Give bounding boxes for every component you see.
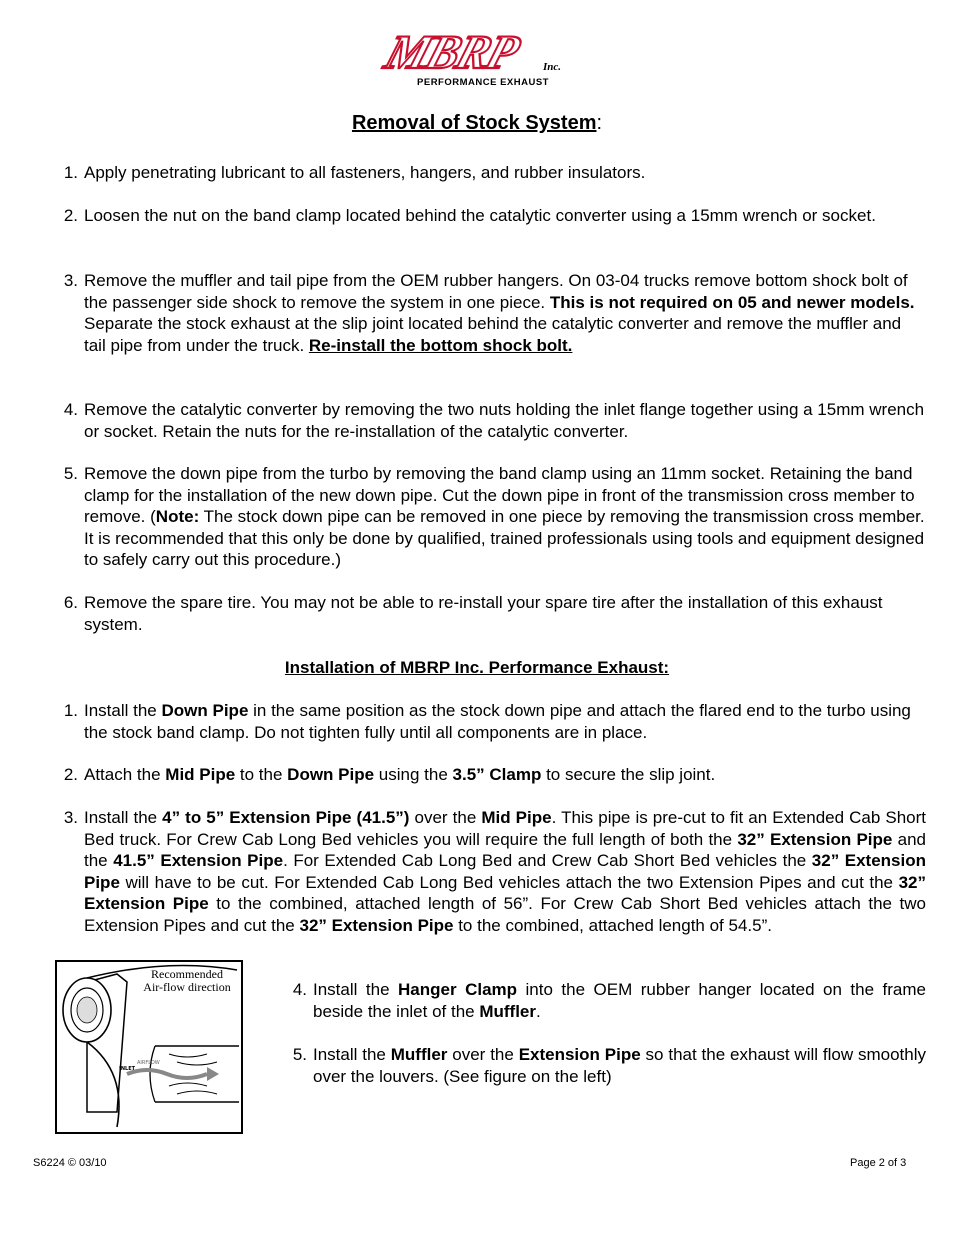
removal-heading: Removal of Stock System: bbox=[351, 112, 603, 134]
logo-tagline: PERFORMANCE EXHAUST bbox=[417, 77, 549, 88]
logo-suffix: Inc. bbox=[543, 61, 562, 73]
logo-brand: MBRP bbox=[380, 26, 525, 79]
muffler-airflow-figure bbox=[55, 960, 243, 1134]
figure-caption: Recommended Air-flow direction bbox=[143, 967, 231, 994]
inlet-label: INLET bbox=[119, 1066, 136, 1072]
install-heading: Installation of MBRP Inc. Performance Exhaust: bbox=[284, 658, 670, 677]
footer-doc-code: S6224 © 03/10 bbox=[33, 1157, 107, 1169]
footer-page-number: Page 2 of 3 bbox=[850, 1157, 907, 1169]
airflow-label: AIRFLOW bbox=[137, 1060, 160, 1066]
